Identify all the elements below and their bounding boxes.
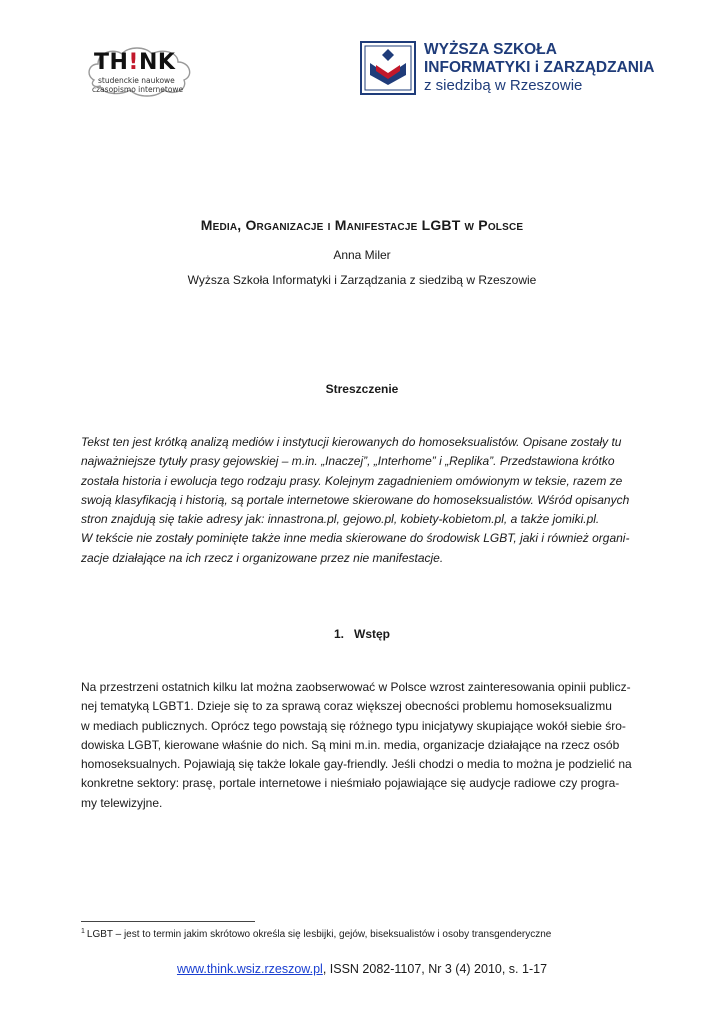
section-number: 1. [333, 627, 344, 641]
body-line: Na przestrzeni ostatnich kilku lat można zaobserwować w Polsce wzrost zainteresowania opinii publicz- [81, 680, 631, 694]
section-body [81, 678, 644, 813]
abstract-line: zacje działające na ich rzecz i organizowane przez nie manifestacje. [81, 550, 444, 565]
article-title: Media, Organizacje i Manifestacje LGBT w Polsce [200, 217, 524, 233]
abstract-line: W tekście nie zostały pominięte także inne media skierowane do środowisk LGBT, jaki i również organi- [81, 531, 630, 546]
abstract-text [81, 433, 644, 568]
footnote-marker: 1 [81, 928, 85, 935]
body-line: w mediach publicznych. Oprócz tego powstają się różnego typu inicjatywy skupiające wokół siebie śro- [81, 718, 626, 733]
footer-citation: , ISSN 2082-1107, Nr 3 (4) 2010, s. 1-17 [322, 962, 548, 976]
wsiz-line3: z siedzibą w Rzeszowie [424, 77, 583, 94]
article-affiliation: Wyższa Szkoła Informatyki i Zarządzania z siedzibą w Rzeszowie [187, 273, 537, 287]
footnote [81, 928, 551, 940]
abstract-line: została historia i ewolucja tego rodzaju prasy. Kolejnym zagadnieniem omówionym w teksie, razem ze [81, 473, 623, 488]
think-subtitle-line2: czasopismo internetowe [92, 85, 184, 94]
body-line: nej tematyką LGBT1. Dzieje się to za sprawą coraz większej obecności problemu homoseksualizmu [81, 699, 612, 714]
footnote-rule [81, 921, 255, 922]
footnote-text: LGBT – jest to termin jakim skrótowo określa się lesbijki, gejów, biseksualistów i osoby transgenderyczne [86, 929, 552, 940]
wsiz-line1: WYŻSZA SZKOŁA [424, 41, 557, 58]
think-wordmark [94, 50, 175, 75]
body-line: homoseksualnych. Pojawiają się także lokale gay-friendly. Jeśli chodzi o media to można je podzielić na [81, 757, 632, 772]
wsiz-text [424, 41, 654, 95]
journal-link[interactable]: www.think.wsiz.rzeszow.pl [176, 962, 323, 976]
section-heading [0, 627, 724, 641]
think-word-main: TH [94, 50, 129, 75]
think-logo [86, 46, 196, 98]
abstract-line: Tekst ten jest krótką analizą mediów i instytucji kierowanych do homoseksualistów. Opisane zostały tu [81, 435, 622, 449]
think-word-end: NK [138, 50, 176, 75]
abstract-line: swoją klasyfikacją i historią, są portale internetowe skierowane do homoseksualistów. Wśród opisanych [81, 492, 630, 507]
article-author: Anna Miler [333, 248, 391, 262]
abstract-line: najważniejsze tytuły prasy gejowskiej – m.in. „Inaczej”, „Interhome” i „Replika”. Przedstawiona krótko [81, 454, 615, 469]
page-footer [0, 962, 724, 976]
body-line: dowiska LGBT, kierowane właśnie do nich. Są mini m.in. media, organizacje działające na rzecz osób [81, 737, 620, 752]
wsiz-emblem-icon [360, 41, 416, 95]
wsiz-line2: INFORMATYKI i ZARZĄDZANIA [424, 59, 655, 76]
wsiz-logo [360, 41, 655, 96]
think-subtitle-line1: studenckie naukowe [98, 76, 175, 85]
abstract-line: stron znajdują się takie adresy jak: innastrona.pl, gejowo.pl, kobiety-kobietom.pl, a także jomiki.pl. [81, 512, 600, 527]
think-word-bang: ! [128, 50, 139, 75]
body-line: my telewizyjne. [81, 795, 163, 810]
abstract-heading: Streszczenie [325, 382, 399, 396]
body-line: konkretne sektory: prasę, portale internetowe i nieśmiało pojawiające się audycje radiowe czy progra- [81, 776, 620, 791]
section-title: Wstęp [354, 627, 390, 641]
